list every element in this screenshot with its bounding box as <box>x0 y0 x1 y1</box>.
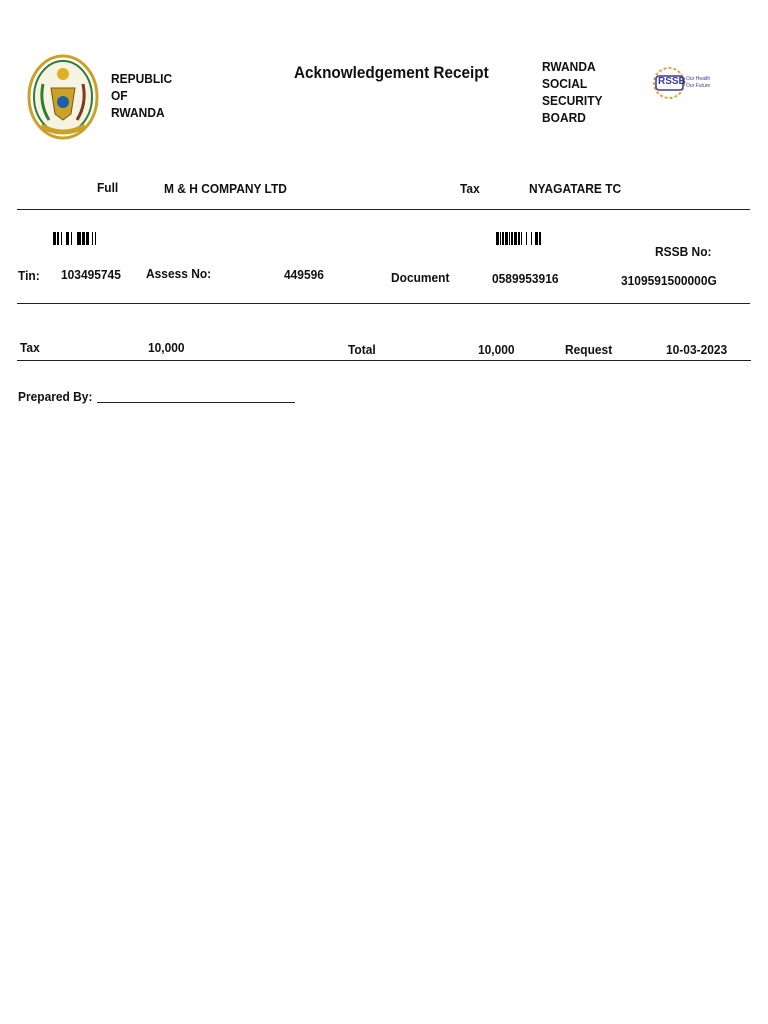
rssb-logo-tagline-1: Our Health <box>686 76 711 82</box>
request-date: 10-03-2023 <box>666 342 728 357</box>
org-line-3: RWANDA <box>111 105 165 120</box>
barcode-right <box>496 232 541 245</box>
org-line-1: REPUBLIC <box>111 71 173 86</box>
rssb-org-label <box>542 58 602 126</box>
assess-no-label: Assess No: <box>146 266 212 281</box>
divider-1 <box>17 209 750 210</box>
prepared-by-signature-line <box>97 402 295 403</box>
rssb-line-1: RWANDA <box>542 59 596 74</box>
rssb-line-2: SOCIAL <box>542 76 588 91</box>
tin-label: Tin: <box>18 268 40 283</box>
request-label: Request <box>565 342 613 357</box>
rssb-line-4: BOARD <box>542 110 586 125</box>
republic-of-rwanda-label <box>111 70 172 121</box>
assess-no-value: 449596 <box>284 267 324 282</box>
rssb-logo <box>653 66 717 100</box>
document-value: 0589953916 <box>492 271 559 286</box>
rssb-no-value: 3109591500000G <box>621 273 717 288</box>
total-value: 10,000 <box>478 342 515 357</box>
prepared-by-label: Prepared By: <box>18 389 93 404</box>
tax-center-value: NYAGATARE TC <box>529 181 622 196</box>
tax-amount-label: Tax <box>20 340 40 355</box>
tax-center-label: Tax <box>460 181 480 196</box>
rssb-no-label: RSSB No: <box>655 244 712 259</box>
coat-of-arms-seal <box>27 54 99 140</box>
full-name-label: Full <box>97 180 119 195</box>
rssb-logo-text: RSSB <box>658 76 686 87</box>
rssb-logo-tagline-2: Our Future <box>686 83 711 89</box>
page-title: Acknowledgement Receipt <box>294 63 489 82</box>
org-line-2: OF <box>111 88 128 103</box>
barcode-left <box>53 232 96 245</box>
document-label: Document <box>391 270 450 285</box>
tax-amount-value: 10,000 <box>148 340 185 355</box>
divider-2 <box>17 303 750 304</box>
divider-3 <box>17 360 751 361</box>
company-name: M & H COMPANY LTD <box>164 181 287 196</box>
total-label: Total <box>348 342 376 357</box>
tin-value: 103495745 <box>61 267 121 282</box>
rssb-line-3: SECURITY <box>542 93 603 108</box>
